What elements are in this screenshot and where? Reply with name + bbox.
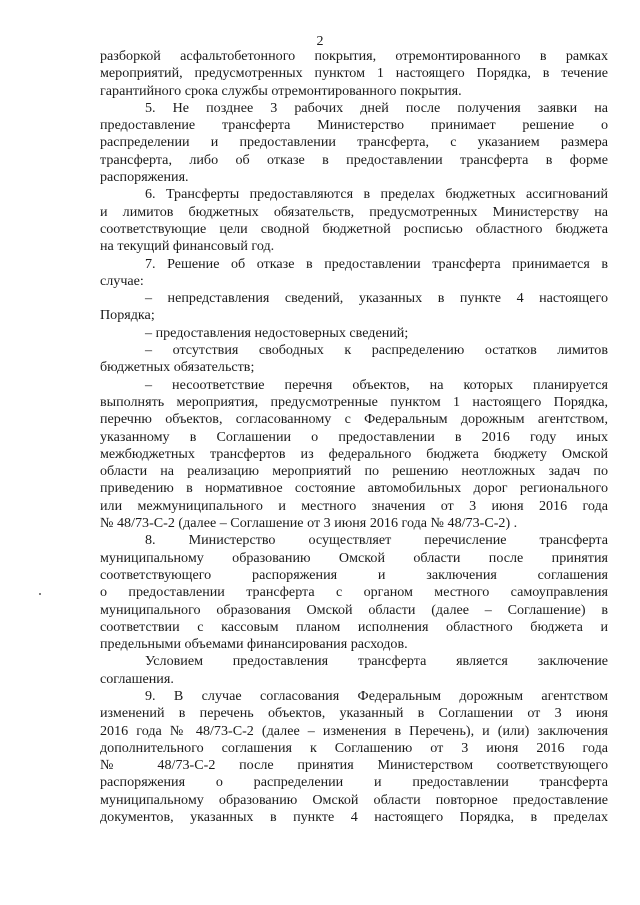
text-line: разборкой асфальтобетонного покрытия, отремонтированного в рамках [100, 48, 608, 64]
text-line: распоряжения о распределении и предоставлении трансферта [100, 774, 608, 791]
text-line: области на реализацию мероприятий по решению неотложных задач по [100, 463, 608, 480]
text-line: о предоставлении трансферта с органом местного самоуправления [100, 584, 608, 601]
text-line: 6. Трансферты предоставляются в пределах бюджетных ассигнований [145, 186, 608, 203]
text-line: соответствующего распоряжения и заключения соглашения [100, 566, 608, 583]
text-line: соглашения. [100, 670, 174, 687]
text-line: муниципальному образованию Омской области повторное предоставление [100, 791, 608, 808]
text-line: 7. Решение об отказе в предоставлении трансферта принимается в [145, 255, 608, 272]
text-line: трансферта, либо об отказе в предоставлении трансферта в форме [100, 151, 608, 168]
text-line: перечню объектов, согласованному с Федеральным дорожным агентством, [100, 411, 608, 428]
text-line: № 48/73-С-2 после принятия Министерством соответствующего [100, 757, 608, 774]
text-line: муниципального образования Омской области (далее – Соглашение) в [100, 601, 608, 618]
text-line: – непредставления сведений, указанных в пункте 4 настоящего [145, 290, 608, 307]
text-line: муниципальному образованию Омской области после принятия [100, 549, 608, 566]
scan-speck [39, 593, 41, 595]
text-line: приведению в нормативное состояние автомобильных дорог регионального [100, 480, 608, 497]
document-body [100, 48, 608, 826]
text-line: распоряжения. [100, 169, 189, 186]
text-line: гарантийного срока службы отремонтированного покрытия. [100, 82, 462, 99]
text-line: Условием предоставления трансферта является заключение [145, 653, 608, 670]
text-line: Порядка; [100, 307, 155, 324]
text-line: 5. Не позднее 3 рабочих дней после получения заявки на [145, 99, 608, 116]
text-line: и лимитов бюджетных обязательств, предусмотренных Министерству на [100, 203, 608, 220]
text-line: распределении и предоставлении трансферта, с указанием размера [100, 134, 608, 151]
text-line: соответствии с кассовым планом исполнения областного бюджета и [100, 618, 608, 635]
text-line: дополнительного соглашения к Соглашению от 3 июня 2016 года [100, 739, 608, 756]
text-line: случае: [100, 272, 144, 289]
text-line: выполнять мероприятия, предусмотренные пунктом 1 настоящего Порядка, [100, 393, 608, 410]
text-line: 2016 года № 48/73-С-2 (далее – изменения в Перечень), и (или) заключения [100, 722, 608, 739]
text-line: – несоответствие перечня объектов, на которых планируется [145, 376, 608, 393]
text-line: мероприятий, предусмотренных пунктом 1 настоящего Порядка, в течение [100, 65, 608, 82]
text-line: 9. В случае согласования Федеральным дорожным агентством [145, 687, 608, 704]
page-number: 2 [316, 34, 324, 49]
text-line: соответствующие цели сводной бюджетной росписью областного бюджета [100, 220, 608, 237]
text-line: указанному в Соглашении о предоставлении в 2016 году иных [100, 428, 608, 445]
text-line: № 48/73-С-2 (далее – Соглашение от 3 июня 2016 года № 48/73-С-2) . [100, 515, 518, 532]
text-line: на текущий финансовый год. [100, 238, 275, 255]
text-line: межбюджетных трансфертов из федерального бюджета бюджету Омской [100, 445, 608, 462]
text-line: или межмуниципального и местного значения от 3 июня 2016 года [100, 497, 608, 514]
text-line: предоставление трансферта Министерство принимает решение о [100, 117, 608, 134]
text-line: документов, указанных в пункте 4 настоящего Порядка, в пределах [100, 809, 608, 826]
text-line: – отсутствия свободных к распределению остатков лимитов [145, 342, 608, 359]
text-line: изменений в перечень объектов, указанный в Соглашении от 3 июня [100, 705, 608, 722]
text-line: предельными объемами финансирования расходов. [100, 636, 408, 653]
text-line: бюджетных обязательств; [100, 359, 255, 376]
text-line: 8. Министерство осуществляет перечисление трансферта [145, 532, 608, 549]
text-line: – предоставления недостоверных сведений; [145, 324, 409, 341]
